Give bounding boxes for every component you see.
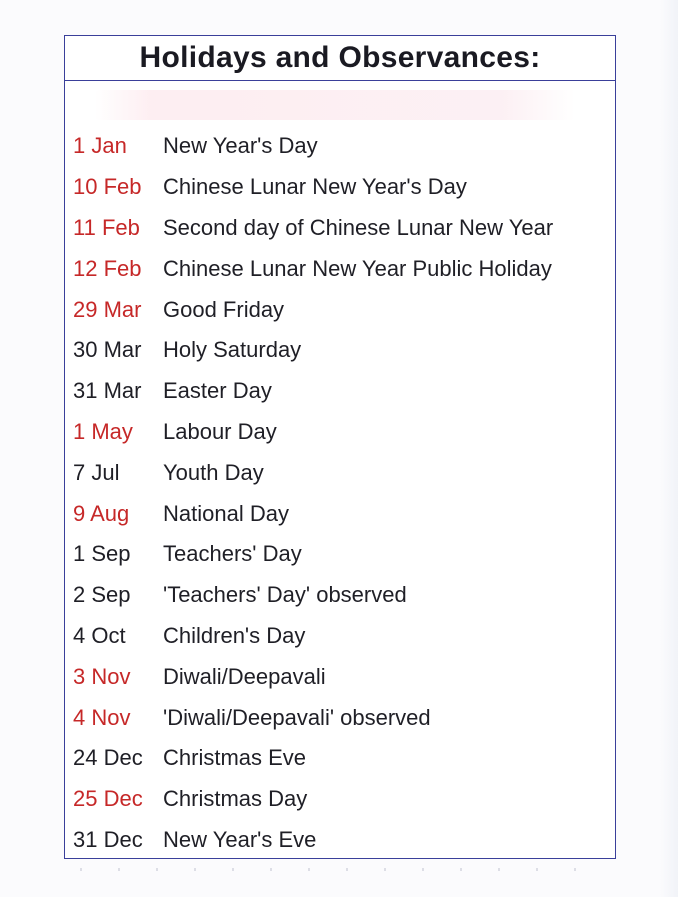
holiday-row <box>73 575 613 616</box>
holiday-name: Christmas Day <box>163 786 308 812</box>
holiday-date: 9 Aug <box>73 500 130 526</box>
holiday-date: 4 Oct <box>73 622 126 648</box>
holiday-name: Diwali/Deepavali <box>163 663 326 689</box>
holiday-row <box>73 208 613 249</box>
holiday-row <box>73 779 613 820</box>
page-title: Holidays and Observances: <box>139 41 541 74</box>
holiday-list <box>73 126 613 860</box>
holiday-row <box>73 412 613 453</box>
page-edge <box>660 0 678 897</box>
holiday-row <box>73 126 613 167</box>
holiday-date: 1 Sep <box>73 541 131 567</box>
holiday-name: 'Teachers' Day' observed <box>163 582 407 608</box>
holiday-date: 1 Jan <box>73 133 127 159</box>
holiday-date: 31 Dec <box>73 826 143 852</box>
holiday-row <box>73 330 613 371</box>
panel-header <box>65 36 615 81</box>
holiday-name: Teachers' Day <box>163 541 302 567</box>
holiday-name: Chinese Lunar New Year Public Holiday <box>163 255 552 281</box>
holiday-row <box>73 289 613 330</box>
holiday-row <box>73 371 613 412</box>
holiday-date: 29 Mar <box>73 296 142 322</box>
holiday-name: Chinese Lunar New Year's Day <box>163 174 467 200</box>
holiday-date: 3 Nov <box>73 663 131 689</box>
holiday-name: Good Friday <box>163 296 285 322</box>
holiday-row <box>73 616 613 657</box>
holiday-date: 1 May <box>73 418 133 444</box>
holiday-name: 'Diwali/Deepavali' observed <box>163 704 431 730</box>
holiday-date: 11 Feb <box>73 214 140 240</box>
holiday-date: 25 Dec <box>73 786 143 812</box>
holiday-row <box>73 820 613 861</box>
holiday-date: 12 Feb <box>73 255 142 281</box>
scan-artifact <box>80 868 600 871</box>
holiday-date: 4 Nov <box>73 704 131 730</box>
holiday-name: National Day <box>163 500 289 526</box>
holidays-panel <box>64 35 616 859</box>
holiday-row <box>73 167 613 208</box>
holiday-name: Youth Day <box>163 459 264 485</box>
holiday-name: New Year's Eve <box>163 826 317 852</box>
holiday-name: New Year's Day <box>163 133 318 159</box>
holiday-name: Holy Saturday <box>163 337 302 363</box>
holiday-row <box>73 493 613 534</box>
holiday-date: 30 Mar <box>73 337 142 363</box>
holiday-name: Easter Day <box>163 378 272 404</box>
holiday-row <box>73 248 613 289</box>
holiday-date: 31 Mar <box>73 378 142 404</box>
holiday-name: Labour Day <box>163 418 277 444</box>
holiday-name: Children's Day <box>163 622 306 648</box>
holiday-row <box>73 452 613 493</box>
holiday-row <box>73 656 613 697</box>
holiday-date: 7 Jul <box>73 459 120 485</box>
holiday-name: Second day of Chinese Lunar New Year <box>163 214 554 240</box>
holiday-date: 2 Sep <box>73 582 131 608</box>
holiday-name: Christmas Eve <box>163 745 307 771</box>
highlight-band <box>95 90 575 120</box>
holiday-date: 24 Dec <box>73 745 143 771</box>
holiday-row <box>73 697 613 738</box>
holiday-row <box>73 738 613 779</box>
holiday-row <box>73 534 613 575</box>
holiday-date: 10 Feb <box>73 174 142 200</box>
